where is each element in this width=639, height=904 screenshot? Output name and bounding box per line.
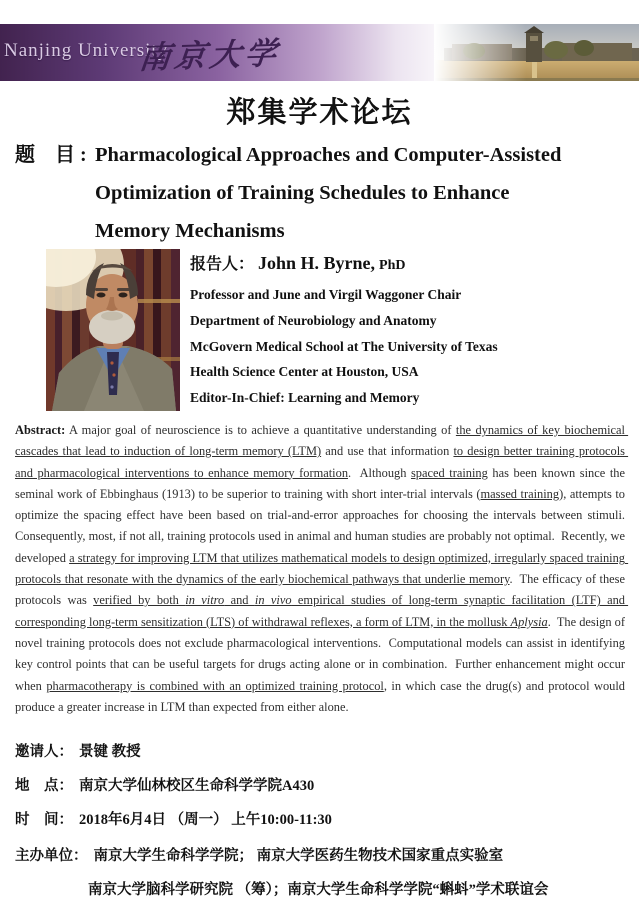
invited-by-row-value: 景键 教授 [79,744,141,760]
abstract-underlined-segment: spaced training [410,465,488,480]
abstract-segment: has been known since the seminal work of Ebbinghaus (1913) to be superior to training with short inter-trial intervals ( [15,465,629,501]
abstract-segment: . The design of novel training protocols does not exclude pharmacological interventions. Computational models can assist in identifying key control points that can be useful targets for drugs acting alone or in combination. Further enhancement might occur when [15,614,629,693]
abstract-underlined-segment: pharmacotherapy is combined with an optimized training protocol [46,678,384,693]
topic-label: 题 目 : [15,144,87,166]
university-name-en: Nanjing University [4,40,169,61]
speaker-affiliation: McGovern Medical School at The University of Texas [190,338,498,354]
speaker-name: John H. Byrne, [258,253,376,273]
speaker-affiliation: Professor and June and Virgil Waggoner Chair [190,287,462,302]
organizer-row-value: 南京大学生命科学学院； 南京大学医药生物技术国家重点实验室 [93,848,504,864]
speaker-affiliation: Editor-In-Chief: Learning and Memory [190,390,420,406]
abstract-segment: A major goal of neuroscience is to achieve a quantitative understanding of [65,423,456,437]
abstract-underlined-segment: in vitro [185,593,225,608]
time-row [15,810,625,830]
location-row-value: 南京大学仙林校区生命科学学院A430 [79,778,315,794]
invited-by-row [15,742,625,762]
speaker-affiliation: Department of Neurobiology and Anatomy [190,312,437,328]
abstract-underlined-segment: verified by both [93,593,186,608]
invited-by-row-label: 邀请人： [15,744,73,760]
organizer-row-label: 主办单位： [15,848,88,864]
abstract-underlined-segment: Aplysia [510,614,548,629]
abstract-underlined-segment: in vivo [254,593,292,608]
university-name-zh: 南京大学 [137,35,282,76]
speaker-photo [46,249,180,411]
speaker-degree: PhD [379,258,406,273]
abstract-text [15,423,631,714]
abstract-segment: . The efficacy of these protocols was [15,572,629,608]
speaker-label: 报告人： [190,256,255,273]
abstract-underlined-segment: the dynamics of key biochemical cascades that lead to induction of long-term memory (LTM) [15,423,629,459]
abstract-underlined-segment: empirical studies of long-term synaptic facilitation (LTF) and corresponding long-term sensitization (LTS) of withdrawal reflexes, a form of LTM, in the mollusk [15,593,629,629]
organizer-row-2 [15,880,625,900]
abstract-label: Abstract: [15,423,66,437]
time-row-value: 2018年6月4日 （周一） 上午10:00-11:30 [79,812,332,828]
topic-line: Memory Mechanisms [95,220,285,242]
time-row-label: 时 间： [15,812,73,828]
speaker-section [46,249,624,411]
abstract-underlined-segment: to design better training protocols and pharmacological interventions to enhance memory formation [15,444,629,480]
university-banner [0,24,639,81]
speaker-affiliations [190,282,498,411]
abstract-segment: and use that information [321,444,454,459]
abstract-segment: . Although [348,465,411,480]
forum-title: 郑集学术论坛 [226,97,413,129]
campus-photo [434,24,639,81]
abstract-underlined-segment: and [224,593,255,608]
lecture-topic [15,136,625,250]
abstract-segment: , in which case the drug(s) and protocol would produce a greater increase in LTM than expected from either alone. [15,678,629,714]
organizer-row-2-value: 南京大学脑科学研究院 （筹）；南京大学生命科学学院“蝌蚪”学术联谊会 [88,882,549,898]
abstract-segment: ), attempts to optimize the spacing effect have been based on trial-and-error approaches for choosing the intervals between stimuli. Consequently, most, if not all, training protocols used in animal and human studies are probably not optimal. Recently, we developed [15,486,632,565]
organizer-row [15,846,625,866]
topic-line: Pharmacological Approaches and Computer-Assisted [95,144,562,166]
abstract-underlined-segment: massed training [480,486,560,501]
speaker-info [190,249,498,411]
abstract-paragraph [15,420,632,718]
topic-text [95,136,561,250]
event-details [15,742,625,904]
speaker-affiliation: Health Science Center at Houston, USA [190,364,419,380]
abstract-underlined-segment: a strategy for improving LTM that utilizes mathematical models to design optimized, irregularly spaced training protocols that resonate with the dynamics of the early biochemical pathways that underlie memory [15,550,629,587]
topic-line: Optimization of Training Schedules to Enhance [95,182,510,204]
location-row [15,776,625,796]
location-row-label: 地 点： [15,778,73,794]
